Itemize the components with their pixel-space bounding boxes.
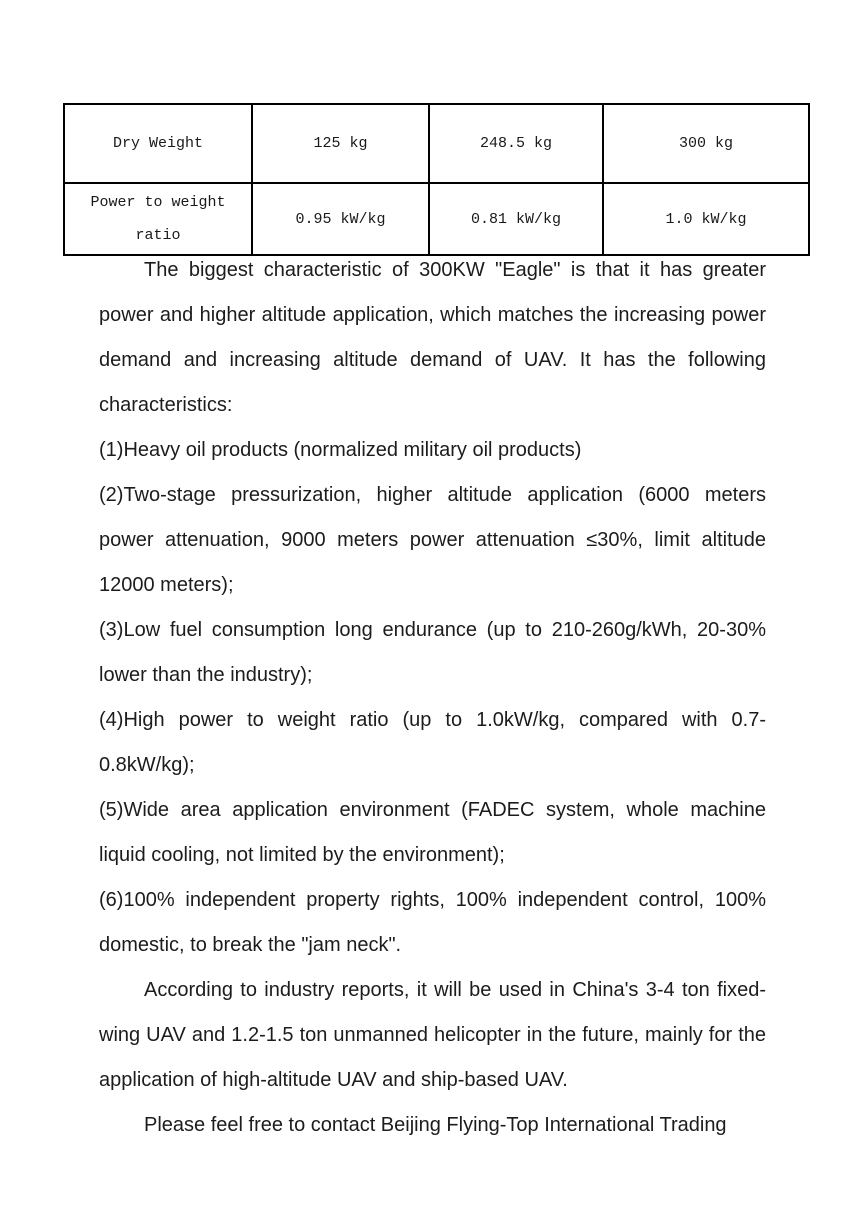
spec-table — [63, 103, 810, 256]
paragraph-item-2: (2)Two-stage pressurization, higher altitude application (6000 meters power attenuation, 9000 meters power attenuation ≤30%, limit altitude 12000 meters); — [99, 484, 766, 596]
paragraph-item-1: (1)Heavy oil products (normalized military oil products) — [99, 439, 582, 461]
table-cell-dry-weight-label: Dry Weight — [64, 104, 252, 183]
table-row — [64, 104, 809, 183]
paragraph-industry: According to industry reports, it will be used in China's 3-4 ton fixed-wing UAV and 1.2-1.5 ton unmanned helicopter in the future, mainly for the application of high-altitude UAV and ship-based UAV. — [99, 979, 766, 1091]
paragraph-item-3: (3)Low fuel consumption long endurance (up to 210-260g/kWh, 20-30% lower than the industry); — [99, 619, 766, 686]
table-cell-power-ratio-label: Power to weight ratio — [64, 183, 252, 255]
paragraph-item-4: (4)High power to weight ratio (up to 1.0kW/kg, compared with 0.7-0.8kW/kg); — [99, 709, 766, 776]
table-row — [64, 183, 809, 255]
table-cell-power-ratio-value-3: 1.0 kW/kg — [603, 183, 809, 255]
paragraph-item-5: (5)Wide area application environment (FADEC system, whole machine liquid cooling, not limited by the environment); — [99, 799, 766, 866]
table-cell-dry-weight-value-2: 248.5 kg — [429, 104, 603, 183]
paragraph-item-6: (6)100% independent property rights, 100% independent control, 100% domestic, to break the "jam neck". — [99, 889, 766, 956]
body-text-block — [99, 248, 766, 1148]
paragraph-contact: Please feel free to contact Beijing Flying-Top International Trading — [144, 1114, 727, 1136]
table-cell-dry-weight-value-3: 300 kg — [603, 104, 809, 183]
table-cell-power-ratio-value-2: 0.81 kW/kg — [429, 183, 603, 255]
paragraph-intro: The biggest characteristic of 300KW "Eagle" is that it has greater power and higher altitude application, which matches the increasing power demand and increasing altitude demand of UAV. It has the following characteristics: — [99, 259, 766, 416]
table-cell-dry-weight-value-1: 125 kg — [252, 104, 429, 183]
table-cell-power-ratio-value-1: 0.95 kW/kg — [252, 183, 429, 255]
